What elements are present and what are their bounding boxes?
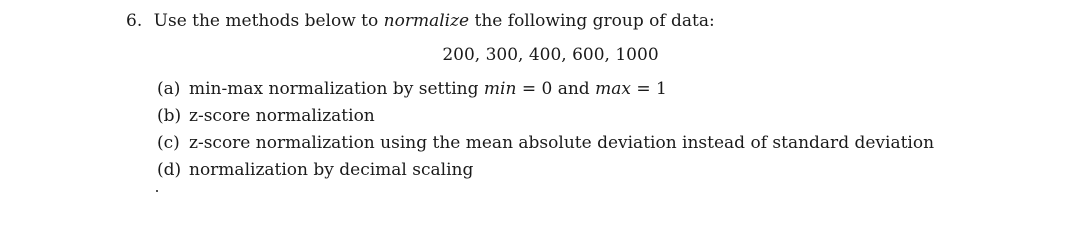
item-label: (d) [157,160,182,180]
list-item-d [157,159,934,186]
item-text: normalization by decimal scaling [189,160,474,180]
problem-text-start: Use the methods below to [153,11,379,31]
math-eq-min: = 0 and [521,79,590,99]
item-text-start: min-max normalization by setting [189,79,479,99]
cut-off-mark [156,190,158,192]
math-var-min: min [483,79,517,99]
problem-statement [126,10,715,32]
item-text [189,78,667,100]
item-text: z-score normalization [189,106,375,126]
problem-text-end: the following group of data: [474,11,715,31]
list-item-b [157,105,934,132]
item-label: (a) [157,79,181,99]
item-label: (b) [157,106,182,126]
list-item-c [157,132,934,159]
math-var-max: max [595,79,631,99]
data-values: 200, 300, 400, 600, 1000 [442,45,659,65]
item-text: z-score normalization using the mean absolute deviation instead of standard deviation [189,133,935,153]
item-label: (c) [157,133,180,153]
math-eq-max: = 1 [636,79,667,99]
list-item-a [157,78,934,105]
problem-number: 6. [126,11,143,31]
problem-emphasis: normalize [383,11,470,31]
method-list [157,78,934,186]
